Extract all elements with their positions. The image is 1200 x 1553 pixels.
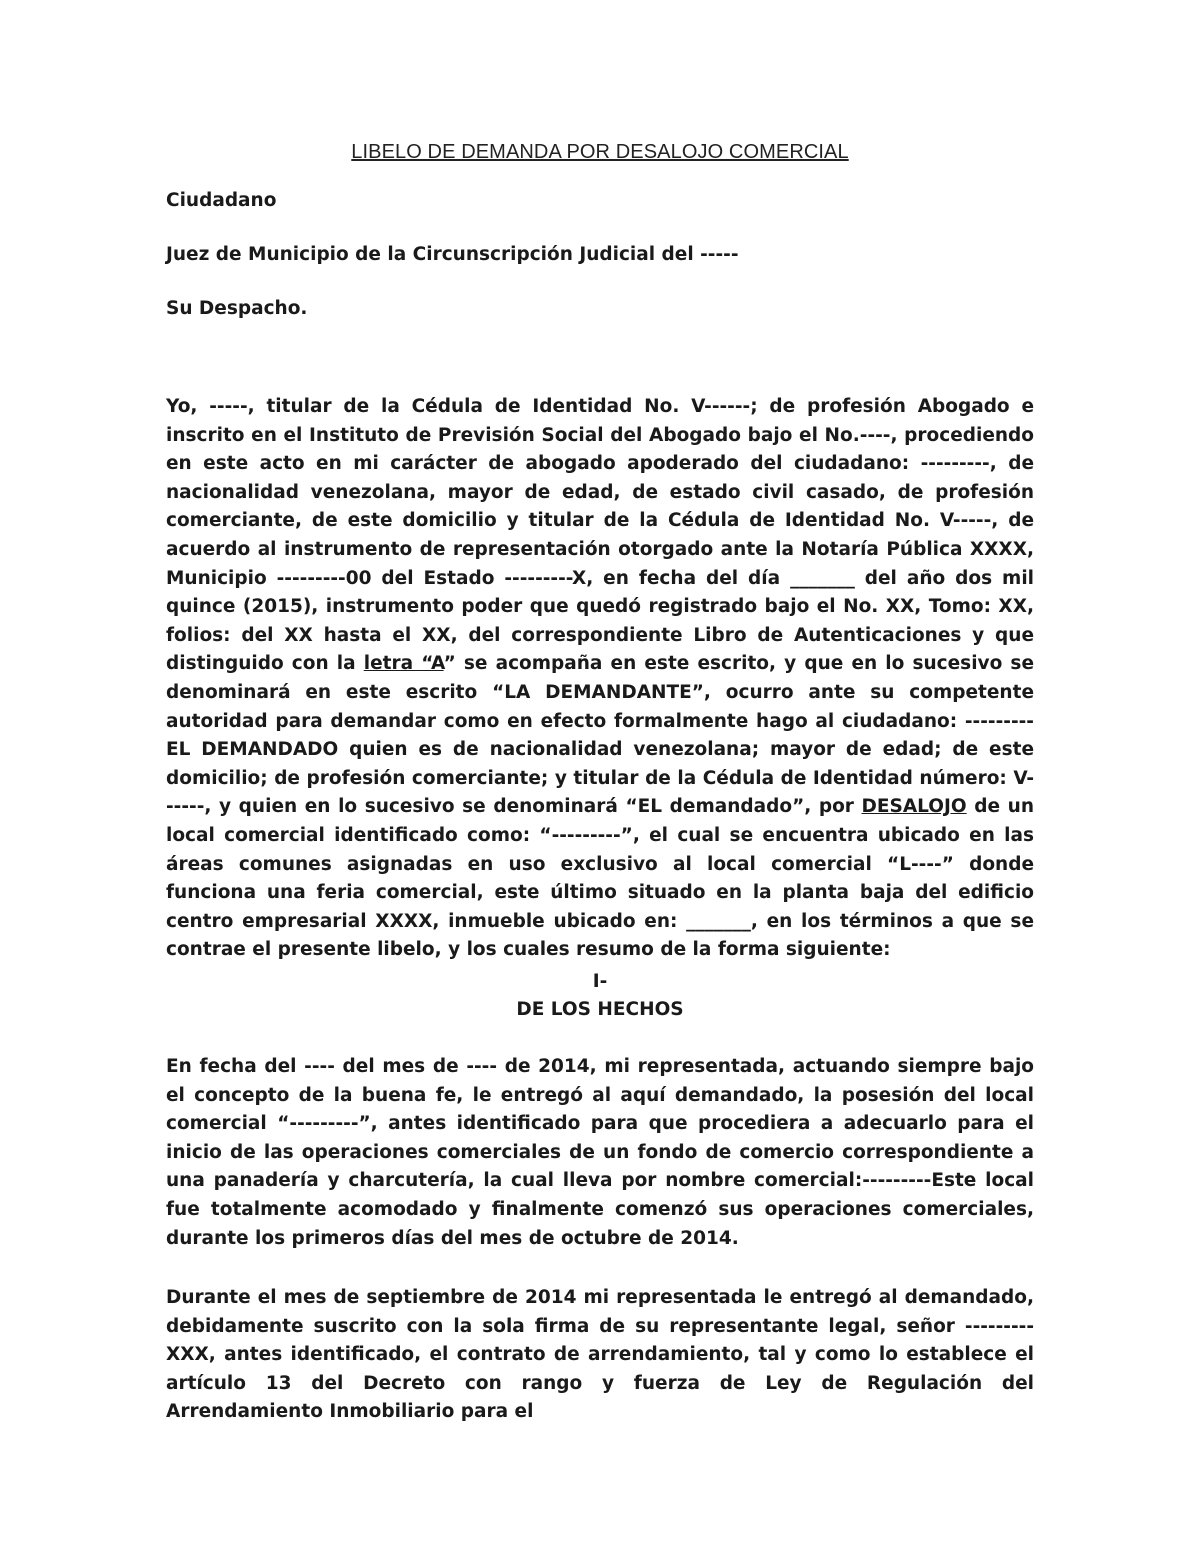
addressee-line-despacho: Su Despacho. — [166, 298, 308, 319]
paragraph-segment: ” se acompaña en este escrito, y que en lo sucesivo se denominará en este escrito “LA DEMANDANTE”, ocurro ante su competente autoridad para demandar como en efecto formalmente hago al ciudadano: --------- EL DEMANDADO quien es de nacionalidad venezolana; mayor de edad; de este domicilio; de profesión comerciante; y titular de la Cédula de Identidad número: V------, y quien en lo sucesivo se denominará “EL demandado”, por — [166, 653, 1034, 818]
document-title: LIBELO DE DEMANDA POR DESALOJO COMERCIAL — [351, 141, 849, 163]
paragraph-segment: del año dos mil quince (2015), instrumento poder que quedó registrado bajo el No. XX, Tomo: XX, folios: del XX hasta el XX, del correspondiente Libro de Autenticaciones y que distinguido con la — [166, 567, 1034, 675]
section-number: I- — [592, 971, 608, 992]
paragraph-hechos-1: En fecha del ---- del mes de ---- de 2014, mi representada, actuando siempre bajo el concepto de la buena fe, le entregó al aquí demandado, la posesión del local comercial “---------”, antes identificado para que procediera a adecuarlo para el inicio de las operaciones comerciales de un fondo de comercio correspondiente a una panadería y charcutería, la cual lleva por nombre comercial:---------Este local fue totalmente acomodado y finalmente comenzó sus operaciones comerciales, durante los primeros días del mes de octubre de 2014. — [166, 1056, 1034, 1249]
address-blank: _______ — [686, 910, 751, 932]
date-blank: _______ — [790, 567, 855, 589]
paragraph-segment: de un local comercial identificado como: “---------”, el cual se encuentra ubicado en las áreas comunes asignadas en uso exclusivo al local comercial “L----” donde funciona una feria comercial, este último situado en la planta baja del edificio centro empresarial XXXX, inmueble ubicado en: — [166, 796, 1034, 932]
section-title: DE LOS HECHOS — [516, 999, 684, 1020]
addressee-line-ciudadano: Ciudadano — [166, 190, 277, 211]
paragraph-hechos-2: Durante el mes de septiembre de 2014 mi representada le entregó al demandado, debidamente suscrito con la sola firma de su representante legal, señor ---------XXX, antes identificado, el contrato de arrendamiento, tal y como lo establece el artículo 13 del Decreto con rango y fuerza de Ley de Regulación del Arrendamiento Inmobiliario para el — [166, 1287, 1034, 1423]
letra-a-reference: letra “A — [363, 653, 444, 675]
desalojo-term: DESALOJO — [861, 796, 967, 818]
addressee-line-judge: Juez de Municipio de la Circunscripción Judicial del ----- — [166, 244, 739, 265]
paragraph-segment: , en los términos a que se contrae el presente libelo, y los cuales resumo de la forma siguiente: — [166, 910, 1034, 961]
paragraph-introduction — [166, 393, 1034, 965]
paragraph-segment: Yo, -----, titular de la Cédula de Identidad No. V------; de profesión Abogado e inscrito en el Instituto de Previsión Social del Abogado bajo el No.----, procediendo en este acto en mi carácter de abogado apoderado del ciudadano: ---------, de nacionalidad venezolana, mayor de edad, de estado civil casado, de profesión comerciante, de este domicilio y titular de la Cédula de Identidad No. V-----, de acuerdo al instrumento de representación otorgado ante la Notaría Pública XXXX, Municipio ---------00 del Estado ---------X, en fecha del día — [166, 396, 1034, 589]
